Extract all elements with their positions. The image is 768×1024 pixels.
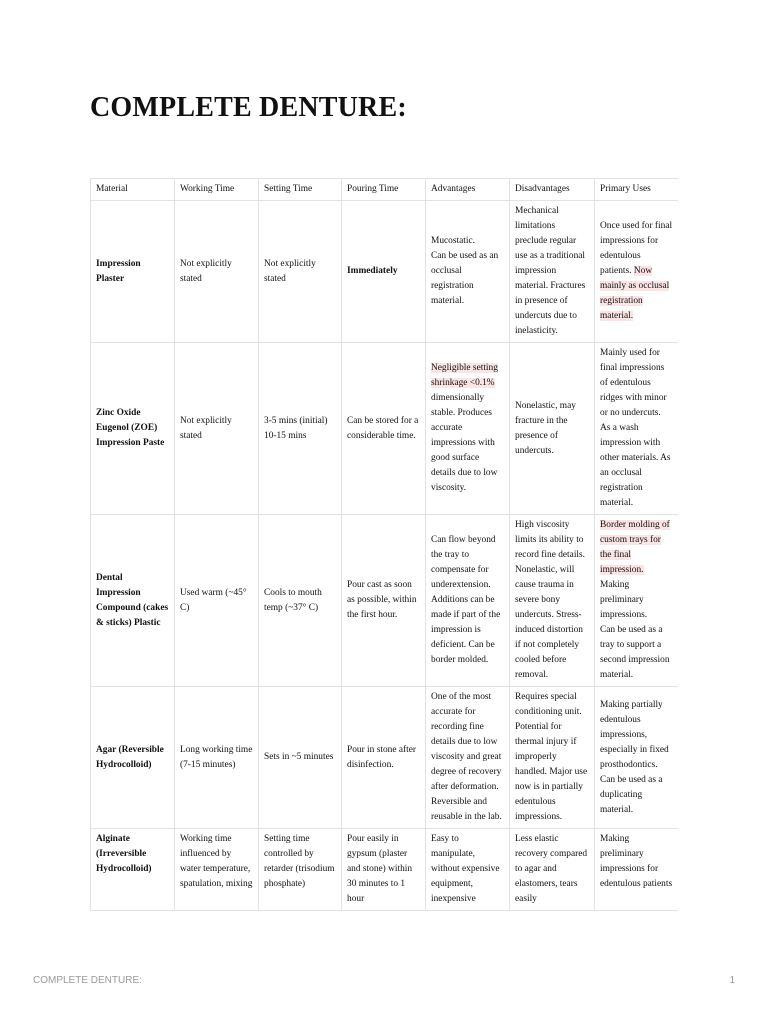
- setting-time-cell: Cools to mouth temp (~37° C): [259, 515, 342, 687]
- material-cell: Impression Plaster: [91, 201, 175, 343]
- table-row: [91, 201, 679, 343]
- table-row: [91, 343, 679, 515]
- working-time-cell: Working time influenced by water temperature, spatulation, mixing: [175, 829, 259, 911]
- column-header-working-time: Working Time: [175, 179, 259, 201]
- advantages-line: Can be used as an occlusal registration material.: [431, 251, 499, 306]
- pouring-time-cell: Pour easily in gypsum (plaster and stone) within 30 minutes to 1 hour: [342, 829, 426, 911]
- table-row: [91, 515, 679, 687]
- setting-time-line: 3-5 mins (initial): [264, 415, 328, 426]
- primary-uses-cell: Making partially edentulous impressions, especially in fixed prosthodontics. Can be used as a duplicating material.: [595, 687, 679, 829]
- uses-line: Making preliminary impressions.: [600, 580, 648, 620]
- disadvantages-cell: Requires special conditioning unit. Potential for thermal injury if improperly handled. Major use now is in partially edentulous impressions.: [510, 687, 595, 829]
- setting-time-cell: Setting time controlled by retarder (trisodium phosphate): [259, 829, 342, 911]
- pouring-time-cell: Immediately: [342, 201, 426, 343]
- setting-time-cell: Sets in ~5 minutes: [259, 687, 342, 829]
- advantages-line: Mucostatic.: [431, 236, 476, 246]
- advantages-text: dimensionally stable. Produces accurate impressions with good surface details due to low viscosity.: [431, 393, 498, 493]
- column-header-setting-time: Setting Time: [259, 179, 342, 201]
- working-time-cell: Not explicitly stated: [175, 343, 259, 515]
- uses-line: As a wash impression with other materials. As an occlusal registration material.: [600, 423, 671, 508]
- table-row: [91, 829, 679, 911]
- disadvantages-cell: Nonelastic, may fracture in the presence of undercuts.: [510, 343, 595, 515]
- pouring-time-cell: Pour cast as soon as possible, within the first hour.: [342, 515, 426, 687]
- setting-time-cell: [259, 343, 342, 515]
- highlighted-text: Border molding of custom trays for the final impression.: [600, 520, 670, 575]
- pouring-time-cell: Can be stored for a considerable time.: [342, 343, 426, 515]
- uses-line: Mainly used for final impressions of edentulous ridges with minor or no undercuts.: [600, 348, 667, 418]
- primary-uses-cell: [595, 343, 679, 515]
- disadvantages-cell: Less elastic recovery compared to agar and elastomers, tears easily: [510, 829, 595, 911]
- materials-table: [90, 178, 678, 911]
- table-row: [91, 687, 679, 829]
- disadvantages-cell: High viscosity limits its ability to record fine details. Nonelastic, will cause trauma in severe bony undercuts. Stress-induced distortion if not completely cooled before removal.: [510, 515, 595, 687]
- working-time-cell: Long working time (7-15 minutes): [175, 687, 259, 829]
- column-header-material: Material: [91, 179, 175, 201]
- primary-uses-cell: Making preliminary impressions for edentulous patients: [595, 829, 679, 911]
- material-cell: Dental Impression Compound (cakes & sticks) Plastic: [91, 515, 175, 687]
- column-header-disadvantages: Disadvantages: [510, 179, 595, 201]
- highlighted-text: Now mainly as occlusal registration material.: [600, 266, 670, 321]
- advantages-cell: [426, 343, 510, 515]
- uses-line: Can be used as a tray to support a second impression material.: [600, 625, 670, 680]
- disadvantages-cell: Mechanical limitations preclude regular use as a traditional impression material. Fractures in presence of undercuts due to inelasticity.: [510, 201, 595, 343]
- setting-time-line: 10-15 mins: [264, 430, 307, 441]
- table-header-row: [91, 179, 679, 201]
- primary-uses-cell: [595, 515, 679, 687]
- page-number: 1: [729, 975, 735, 986]
- material-cell: Agar (Reversible Hydrocolloid): [91, 687, 175, 829]
- column-header-primary-uses: Primary Uses: [595, 179, 679, 201]
- column-header-advantages: Advantages: [426, 179, 510, 201]
- pouring-time-cell: Pour in stone after disinfection.: [342, 687, 426, 829]
- working-time-cell: Used warm (~45° C): [175, 515, 259, 687]
- advantages-cell: [426, 201, 510, 343]
- footer-document-title: COMPLETE DENTURE:: [33, 975, 142, 986]
- setting-time-cell: Not explicitly stated: [259, 201, 342, 343]
- page-title: COMPLETE DENTURE:: [90, 92, 407, 123]
- advantages-cell: Can flow beyond the tray to compensate for underextension. Additions can be made if part of the impression is deficient. Can be border molded.: [426, 515, 510, 687]
- material-cell: Zinc Oxide Eugenol (ZOE) Impression Paste: [91, 343, 175, 515]
- primary-uses-cell: [595, 201, 679, 343]
- working-time-cell: Not explicitly stated: [175, 201, 259, 343]
- column-header-pouring-time: Pouring Time: [342, 179, 426, 201]
- uses-text: Once used for final impressions for edentulous patients.: [600, 221, 673, 276]
- material-cell: Alginate (Irreversible Hydrocolloid): [91, 829, 175, 911]
- advantages-cell: One of the most accurate for recording fine details due to low viscosity and great degree of recovery after deformation. Reversible and reusable in the lab.: [426, 687, 510, 829]
- advantages-cell: Easy to manipulate, without expensive equipment, inexpensive: [426, 829, 510, 911]
- highlighted-text: Negligible setting shrinkage <0.1%: [431, 363, 498, 388]
- materials-table-container: [90, 178, 678, 930]
